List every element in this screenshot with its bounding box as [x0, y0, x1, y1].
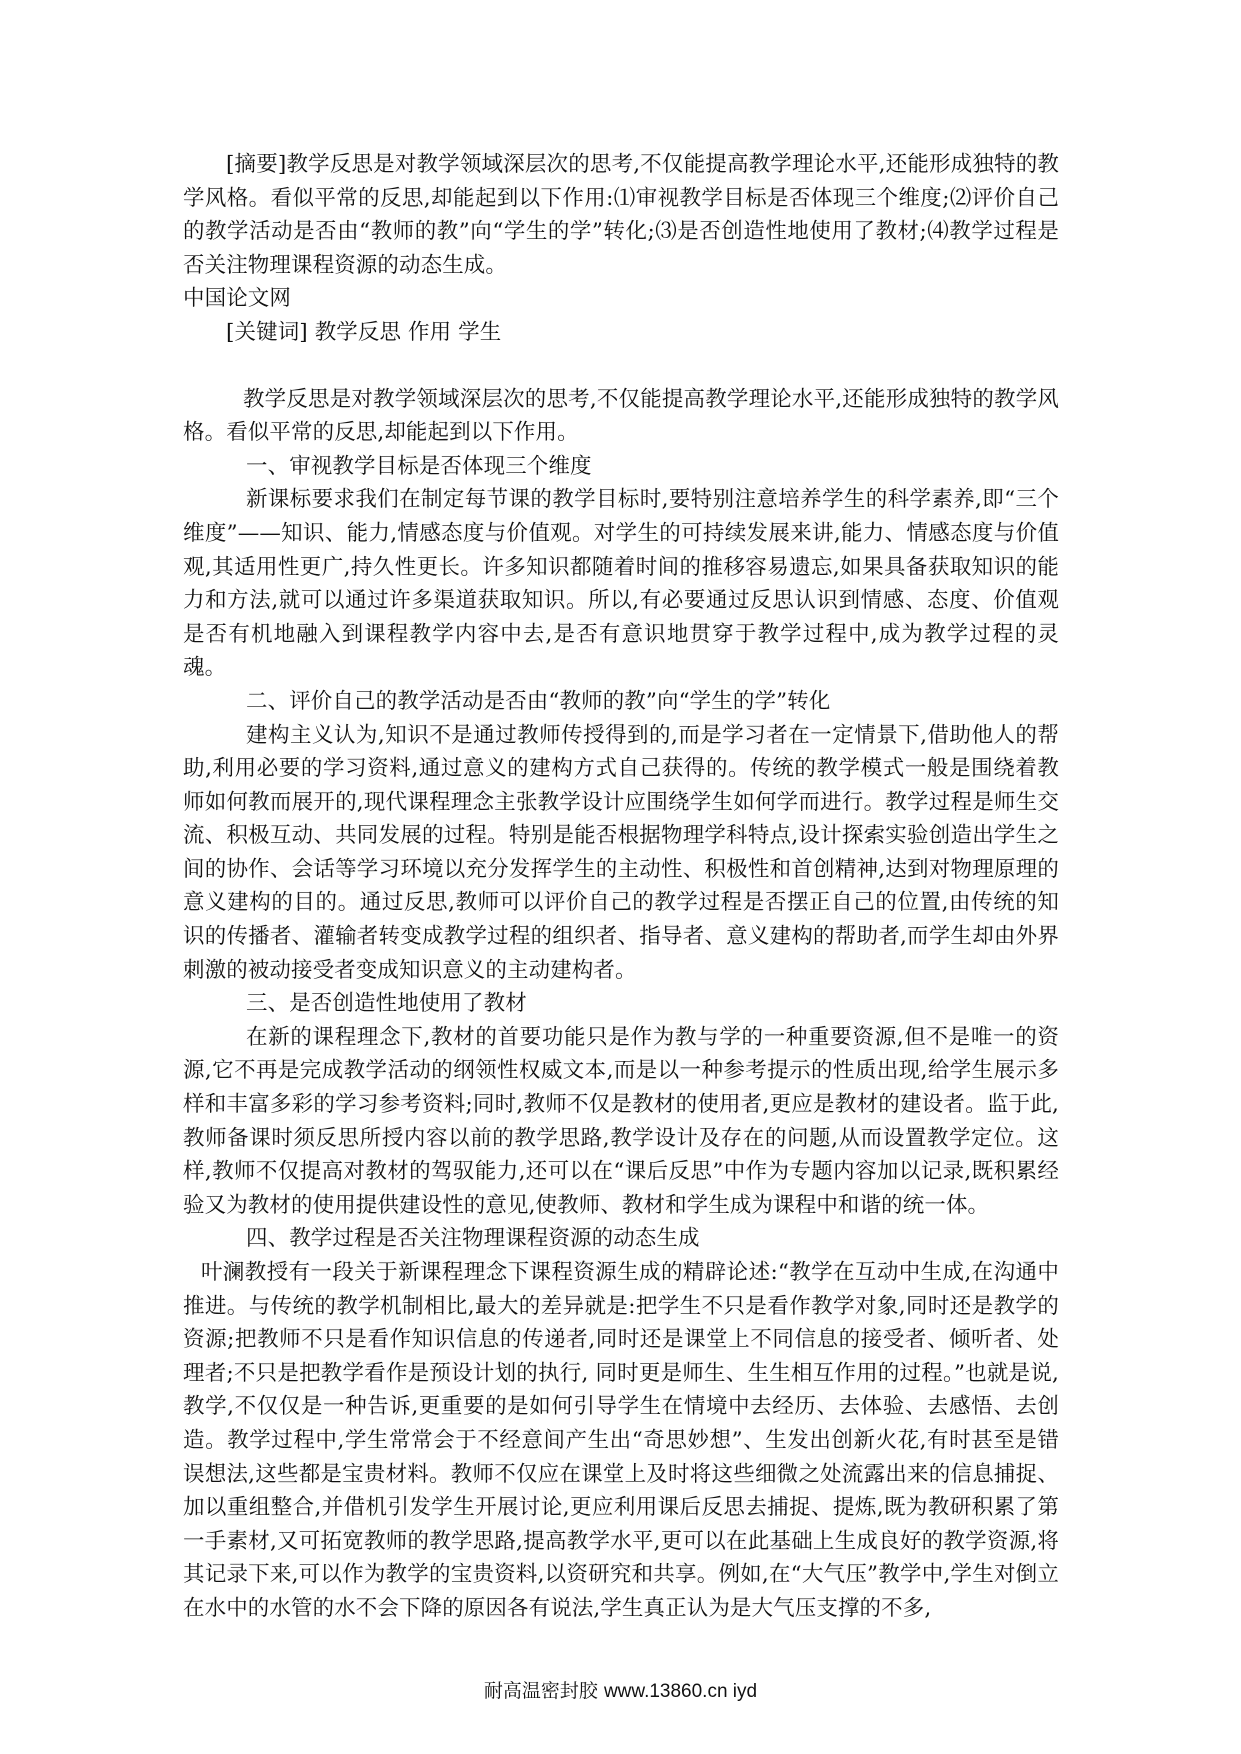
article-body	[183, 148, 1059, 1626]
section-heading: 四、教学过程是否关注物理课程资源的动态生成	[246, 1226, 700, 1252]
section-heading: 二、评价自己的教学活动是否由“教师的教”向“学生的学”转化	[246, 688, 831, 714]
section-heading: 三、是否创造性地使用了教材	[246, 991, 527, 1017]
page-footer	[0, 1676, 1241, 1703]
intro-paragraph: 教学反思是对教学领域深层次的思考,不仅能提高教学理论水平,还能形成独特的教学风格。看似平常的反思,却能起到以下作用。	[183, 386, 1059, 446]
section-paragraph: 建构主义认为,知识不是通过教师传授得到的,而是学习者在一定情景下,借助他人的帮助,利用必要的学习资料,通过意义的建构方式自己获得的。传统的教学模式一般是围绕着教师如何教而展开的,现代课程理念主张教学设计应围绕学生如何学而进行。教学过程是师生交流、积极互动、共同发展的过程。特别是能否根据物理学科特点,设计探索实验创造出学生之间的协作、会话等学习环境以充分发挥学生的主动性、积极性和首创精神,达到对物理原理的意义建构的目的。通过反思,教师可以评价自己的教学过程是否摆正自己的位置,由传统的知识的传播者、灌输者转变成教学过程的组织者、指导者、意义建构的帮助者,而学生却由外界刺激的被动接受者变成知识意义的主动建构者。	[183, 722, 1059, 983]
abstract-paragraph: [摘要]教学反思是对教学领域深层次的思考,不仅能提高教学理论水平,还能形成独特的教学风格。看似平常的反思,却能起到以下作用:⑴审视教学目标是否体现三个维度;⑵评价自己的教学活动是否由“教师的教”向“学生的学”转化;⑶是否创造性地使用了教材;⑷教学过程是否关注物理课程资源的动态生成。	[183, 152, 1059, 278]
footer-label: 耐高温密封胶	[483, 1680, 598, 1702]
section-paragraph: 新课标要求我们在制定每节课的教学目标时,要特别注意培养学生的科学素养,即“三个维度”——知识、能力,情感态度与价值观。对学生的可持续发展来讲,能力、情感态度与价值观,其适用性更广,持久性更长。许多知识都随着时间的推移容易遗忘,如果具备获取知识的能力和方法,就可以通过许多渠道获取知识。所以,有必要通过反思认识到情感、态度、价值观是否有机地融入到课程教学内容中去,是否有意识地贯穿于教学过程中,成为教学过程的灵魂。	[183, 487, 1059, 681]
keywords-line: [关键词] 教学反思 作用 学生	[226, 319, 502, 345]
spacer	[183, 350, 1059, 383]
section-paragraph: 叶澜教授有一段关于新课程理念下课程资源生成的精辟论述:“教学在互动中生成,在沟通中推进。与传统的教学机制相比,最大的差异就是:把学生不只是看作教学对象,同时还是教学的资源;把教师不只是看作知识信息的传递者,同时还是课堂上不同信息的接受者、倾听者、处理者;不只是把教学看作是预设计划的执行, 同时更是师生、生生相互作用的过程。”也就是说,教学,不仅仅是一种告诉,更重要的是如何引导学生在情境中去经历、去体验、去感悟、去创造。教学过程中,学生常常会于不经意间产生出“奇思妙想”、生发出创新火花,有时甚至是错误想法,这些都是宝贵材料。教师不仅应在课堂上及时将这些细微之处流露出来的信息捕捉、加以重组整合,并借机引发学生开展讨论,更应利用课后反思去捕捉、提炼,既为教研积累了第一手素材,又可拓宽教师的教学思路,提高教学水平,更可以在此基础上生成良好的教学资源,将其记录下来,可以作为教学的宝贵资料,以资研究和共享。例如,在“大气压”教学中,学生对倒立在水中的水管的水不会下降的原因各有说法,学生真正认为是大气压支撑的不多,	[183, 1260, 1059, 1621]
footer-link[interactable]: www.13860.cn iyd	[603, 1681, 758, 1702]
section-paragraph: 在新的课程理念下,教材的首要功能只是作为教与学的一种重要资源,但不是唯一的资源,它不再是完成教学活动的纲领性权威文本,而是以一种参考提示的性质出现,给学生展示多样和丰富多彩的学习参考资料;同时,教师不仅是教材的使用者,更应是教材的建设者。监于此,教师备课时须反思所授内容以前的教学思路,教学设计及存在的问题,从而设置教学定位。这样,教师不仅提高对教材的驾驭能力,还可以在“课后反思”中作为专题内容加以记录,既积累经验又为教材的使用提供建设性的意见,使教师、教材和学生成为课程中和谐的统一体。	[183, 1024, 1059, 1218]
section-heading: 一、审视教学目标是否体现三个维度	[246, 453, 592, 479]
source-label: 中国论文网	[183, 286, 292, 312]
